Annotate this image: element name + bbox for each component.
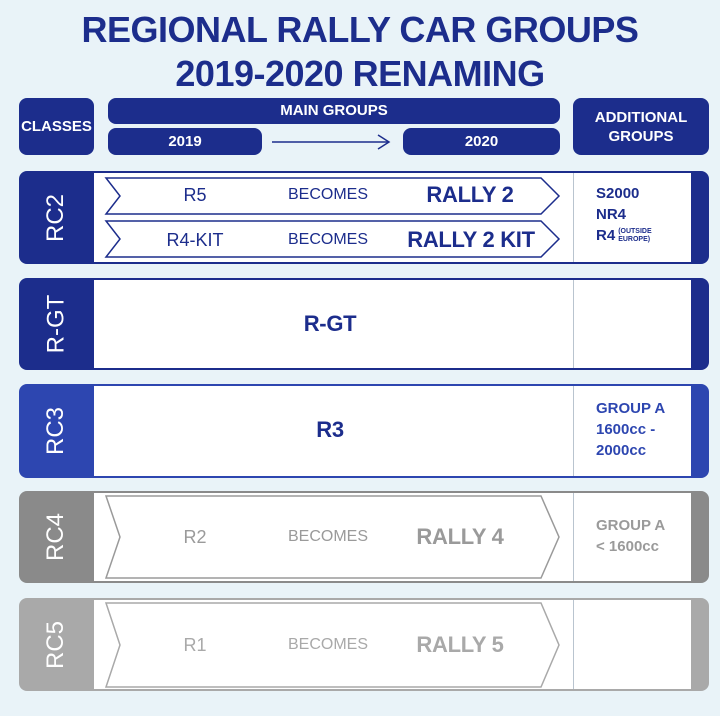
rc4-to-rally4: RALLY 4: [416, 524, 504, 549]
row-rc3-end-cap: [691, 384, 709, 478]
rc2-additional-s2000: S2000: [596, 185, 640, 202]
rc2-additional-r4: R4: [596, 227, 616, 244]
class-name: RC3: [42, 406, 70, 456]
row-rc5-end-cap: [691, 598, 709, 691]
row-rc4-end-cap: [691, 491, 709, 583]
classes-header: [19, 98, 94, 155]
rc2-additional: [596, 183, 652, 246]
rc3-additional-line-2: 1600cc -: [596, 421, 656, 438]
class-label-rc3: [19, 384, 94, 478]
rc4-additional: [596, 515, 665, 557]
arrow-right-icon: [270, 133, 395, 151]
year-2019-label: 2019: [168, 133, 202, 150]
rc2-additional-note-1: (OUTSIDE: [618, 227, 652, 235]
rc5-to-rally5: RALLY 5: [416, 632, 504, 657]
classes-header-label: CLASSES: [21, 118, 92, 135]
column-separator: [573, 386, 574, 476]
rc2-becomes-2: BECOMES: [287, 231, 368, 248]
class-name: R-GT: [42, 294, 70, 354]
additional-groups-label-2: GROUPS: [608, 127, 674, 145]
rc3-group: R3: [316, 417, 344, 442]
rc2-becomes-1: BECOMES: [287, 186, 368, 203]
rc2-to-rally2kit: RALLY 2 KIT: [407, 227, 535, 252]
row-rc2-end-cap: [691, 171, 709, 264]
row-rgt-end-cap: [691, 278, 709, 370]
year-2020-header: [403, 128, 560, 155]
rc3-additional-line-1: GROUP A: [596, 400, 666, 417]
additional-groups-label-1: ADDITIONAL: [594, 108, 688, 126]
class-name: RC2: [42, 193, 70, 242]
rc4-additional-line-1: GROUP A: [596, 517, 666, 534]
main-groups-header: [108, 98, 560, 124]
rc2-additional-nr4: NR4: [596, 206, 627, 223]
rc2-from-r4kit: R4-KIT: [166, 229, 224, 250]
title-line-1: REGIONAL RALLY CAR GROUPS: [81, 9, 639, 50]
rc4-becomes: BECOMES: [287, 528, 368, 545]
class-label-rc5: [19, 598, 94, 691]
rc5-from-r1: R1: [183, 634, 207, 655]
class-label-rc2: [19, 171, 94, 264]
year-2020-label: 2020: [464, 133, 499, 150]
column-separator: [573, 493, 574, 581]
title-line-2: 2019-2020 RENAMING: [175, 53, 545, 94]
rc3-additional: [596, 398, 665, 461]
year-2019-header: [108, 128, 262, 155]
rc4-additional-line-2: < 1600cc: [596, 538, 659, 555]
class-label-rgt: [19, 278, 94, 370]
class-name: RC5: [42, 620, 70, 669]
column-separator: [573, 600, 574, 689]
rc2-additional-note-2: EUROPE): [618, 235, 651, 243]
rc3-additional-line-3: 2000cc: [596, 442, 647, 459]
class-name: RC4: [42, 512, 70, 562]
rc5-becomes: BECOMES: [287, 636, 368, 653]
class-label-rc4: [19, 491, 94, 583]
additional-groups-header: [573, 98, 709, 155]
main-groups-label: MAIN GROUPS: [280, 102, 388, 119]
rc2-from-r5: R5: [183, 184, 207, 205]
column-separator: [573, 280, 574, 368]
column-separator: [573, 173, 574, 262]
rgt-group: R-GT: [303, 311, 357, 336]
rc4-from-r2: R2: [183, 526, 207, 547]
rc2-to-rally2: RALLY 2: [426, 182, 514, 207]
